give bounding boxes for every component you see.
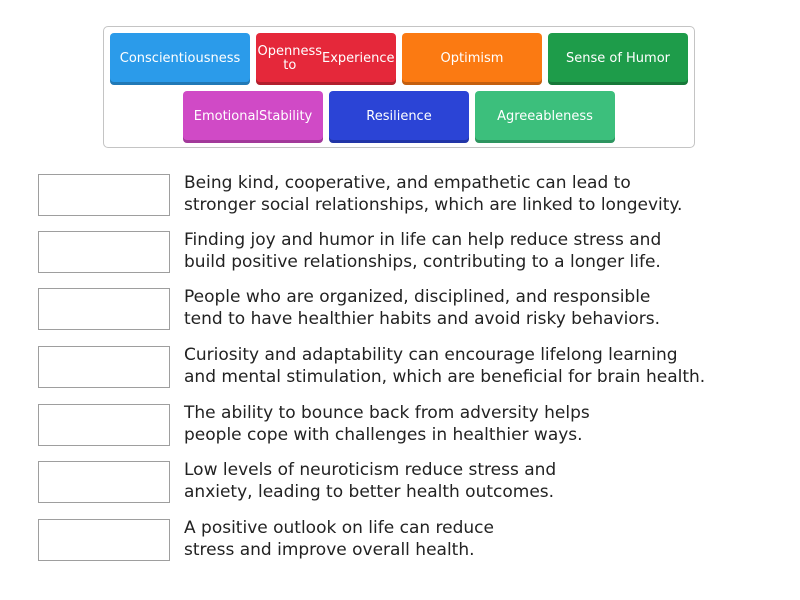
tile-label-line: Stability — [259, 109, 313, 124]
drop-box-6[interactable] — [38, 461, 170, 503]
tile-label-line: Openness to — [257, 44, 323, 73]
tile-bank — [103, 26, 695, 148]
tile-label-line: Emotional — [193, 109, 260, 124]
drop-box-1[interactable] — [38, 174, 170, 216]
description-line: stronger social relationships, which are linked to longevity. — [184, 195, 683, 215]
description-6 — [184, 459, 784, 503]
drop-box-5[interactable] — [38, 404, 170, 446]
tile-optimism[interactable] — [402, 33, 542, 85]
description-line: people cope with challenges in healthier ways. — [184, 425, 583, 445]
drop-box-7[interactable] — [38, 519, 170, 561]
description-line: stress and improve overall health. — [184, 540, 475, 560]
description-line: and mental stimulation, which are beneficial for brain health. — [184, 367, 706, 387]
description-line: Low levels of neuroticism reduce stress and — [184, 460, 557, 480]
description-line: tend to have healthier habits and avoid risky behaviors. — [184, 309, 661, 329]
description-line: anxiety, leading to better health outcomes. — [184, 482, 555, 502]
description-7 — [184, 517, 784, 561]
description-3 — [184, 286, 784, 330]
drop-box-3[interactable] — [38, 288, 170, 330]
description-1 — [184, 172, 784, 216]
description-line: build positive relationships, contributing to a longer life. — [184, 252, 661, 272]
description-line: The ability to bounce back from adversity helps — [184, 403, 590, 423]
tile-label-line: Conscientiousness — [119, 51, 241, 66]
description-line: People who are organized, disciplined, and responsible — [184, 287, 651, 307]
drop-box-4[interactable] — [38, 346, 170, 388]
tile-resilience[interactable] — [329, 91, 469, 143]
description-2 — [184, 229, 784, 273]
tile-label-line: Agreeableness — [497, 109, 593, 124]
tile-label-line: Sense of Humor — [565, 51, 671, 66]
description-line: Curiosity and adaptability can encourage lifelong learning — [184, 345, 678, 365]
tile-label-line: Resilience — [366, 109, 432, 124]
tile-emotional-stability[interactable] — [183, 91, 323, 143]
tile-openness-to-experience[interactable] — [256, 33, 396, 85]
description-5 — [184, 402, 784, 446]
drop-box-2[interactable] — [38, 231, 170, 273]
description-line: Being kind, cooperative, and empathetic can lead to — [184, 173, 631, 193]
tile-label-line: Experience — [322, 51, 395, 66]
tile-agreeableness[interactable] — [475, 91, 615, 143]
tile-conscientiousness[interactable] — [110, 33, 250, 85]
description-4 — [184, 344, 784, 388]
tile-sense-of-humor[interactable] — [548, 33, 688, 85]
description-line: A positive outlook on life can reduce — [184, 518, 494, 538]
tile-label-line: Optimism — [440, 51, 504, 66]
description-line: Finding joy and humor in life can help reduce stress and — [184, 230, 662, 250]
